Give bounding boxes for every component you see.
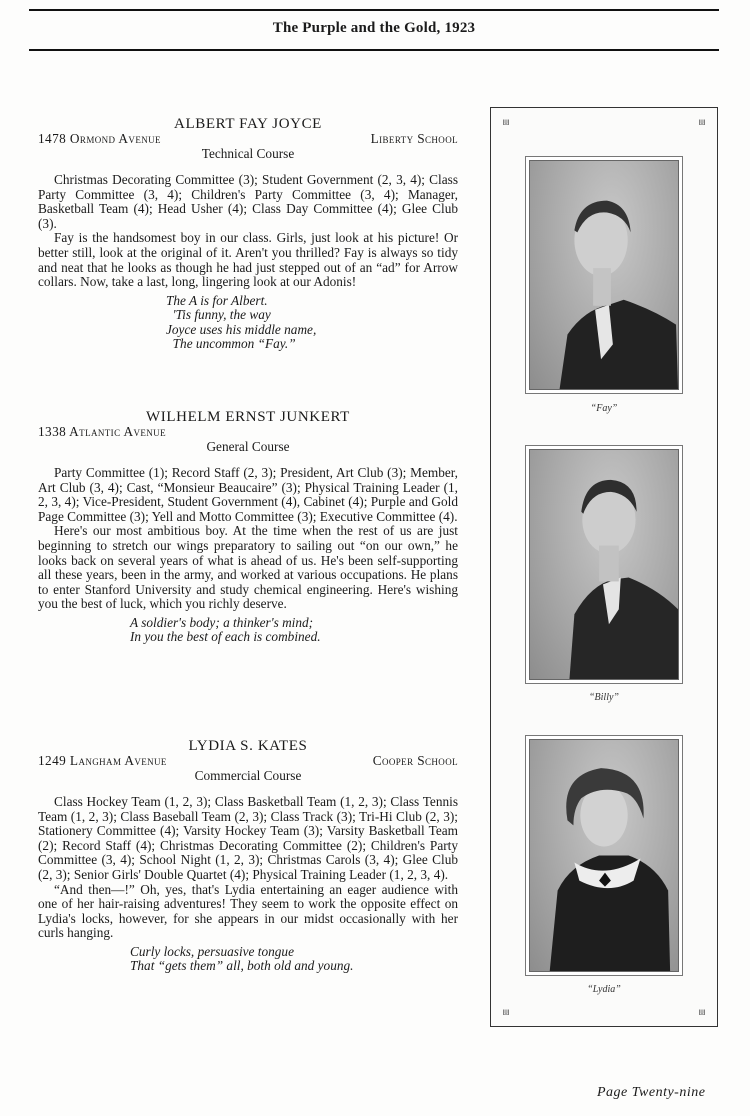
write-up: “And then—!” Oh, yes, that's Lydia entertaining an eager audience with one of her hair-raising adventures! They seem to work the opposite effect on Lydia's locks, however, for she appears in our midst occasionally with her curls hanging. (38, 881, 458, 941)
verse-line: The uncommon “Fay.” (166, 336, 296, 352)
header-rule-top (29, 9, 719, 11)
verse (38, 616, 458, 645)
student-name: LYDIA S. KATES (188, 738, 308, 754)
verse-line: Curly locks, persuasive tongue (130, 943, 294, 959)
portrait-photo (529, 449, 679, 680)
photo-caption: “Lydia” (587, 984, 621, 995)
write-up: Fay is the handsomest boy in our class. Girls, just look at his picture! Or better still, look at the original of it. Aren't you thrilled? Fay is always so tidy and neat that he looks as though he had just stepped out of an “ad” for Arrow collars. Now, take a last, long, lingering look at our Adonis! (38, 230, 458, 290)
student-address: 1338 Atlantic Avenue (38, 424, 166, 439)
activities: Christmas Decorating Committee (3); Student Government (2, 3, 4); Class Party Committee (3, 4); Children's Party Committee (3, 4); Manager, Basketball Team (4); Head Usher (4); Class Day Committee (4); Glee Club (3). (38, 172, 458, 231)
running-head: The Purple and the Gold, 1923 (272, 20, 476, 36)
course: Commercial Course (194, 768, 302, 783)
previous-school: Cooper School (372, 753, 458, 768)
portrait-silhouette (530, 450, 678, 679)
course: General Course (206, 439, 290, 454)
header-rule-bottom (29, 49, 719, 51)
page-number: Page Twenty-nine (597, 1085, 706, 1100)
portrait-frame (525, 156, 683, 394)
write-up: Here's our most ambitious boy. At the time when the rest of us are just beginning to stretch our wings preparatory to sailing out “on our own,” he looks back on several years of what is ahead of us. He's been self-supporting all these years, been in the army, and worked at various occupations. He plans to enter Stanford University and study chemical engineering. Here's wishing you the best of luck, which you richly deserve. (38, 523, 458, 612)
activities: Class Hockey Team (1, 2, 3); Class Basketball Team (1, 2, 3); Class Tennis Team (1, 2, 3); Class Baseball Team (2, 3); Class Track (3); Tri-Hi Club (2, 3); Stationery Committee (4); Varsity Hockey Team (3); Varsity Basketball Team (2); Record Staff (4); Christmas Decorating Committee (2); Children's Party Committee (3, 4); School Night (1, 2, 3); Christmas Carols (3, 4); Glee Club (2, 3); Senior Girls' Double Quartet (4); Physical Training Leader (1, 2, 3, 4). (38, 794, 458, 882)
portrait-silhouette (530, 740, 678, 971)
corner-ornament-icon: ⩏ (698, 1006, 706, 1018)
portrait-frame (525, 735, 683, 976)
verse-line: Joyce uses his middle name, (166, 321, 317, 337)
verse-line: 'Tis funny, the way (166, 307, 271, 323)
photo-panel (490, 107, 718, 1027)
verse-line: A soldier's body; a thinker's mind; (130, 614, 314, 630)
portrait-photo (529, 160, 679, 390)
student-address: 1478 Ormond Avenue (38, 131, 161, 146)
portrait-frame (525, 445, 683, 684)
verse (38, 294, 458, 352)
student-name: ALBERT FAY JOYCE (174, 116, 322, 132)
corner-ornament-icon: ⩏ (502, 116, 510, 128)
photo-caption: “Fay” (590, 403, 618, 414)
course: Technical Course (201, 146, 295, 161)
activities: Party Committee (1); Record Staff (2, 3); President, Art Club (3); Member, Art Club (3, 4); Cast, “Monsieur Beaucaire” (3); Physical Training Leader (1, 2, 3, 4); Vice-President, Student Government (4), Cabinet (4); Purple and Gold Page Committee (3); Yell and Motto Committee (3); Executive Committee (4). (38, 465, 458, 524)
student-address: 1249 Langham Avenue (38, 753, 167, 768)
corner-ornament-icon: ⩏ (502, 1006, 510, 1018)
verse-line: In you the best of each is combined. (130, 629, 321, 645)
senior-entry (38, 738, 458, 974)
corner-ornament-icon: ⩏ (698, 116, 706, 128)
photo-caption: “Billy” (588, 692, 619, 703)
verse-line: The A is for Albert. (166, 292, 268, 308)
previous-school: Liberty School (370, 131, 458, 146)
verse (38, 945, 458, 974)
portrait-photo (529, 739, 679, 972)
verse-line: That “gets them” all, both old and young. (130, 958, 354, 974)
senior-entry (38, 409, 458, 645)
portrait-silhouette (530, 161, 678, 389)
senior-entry (38, 116, 458, 352)
student-name: WILHELM ERNST JUNKERT (146, 409, 350, 425)
